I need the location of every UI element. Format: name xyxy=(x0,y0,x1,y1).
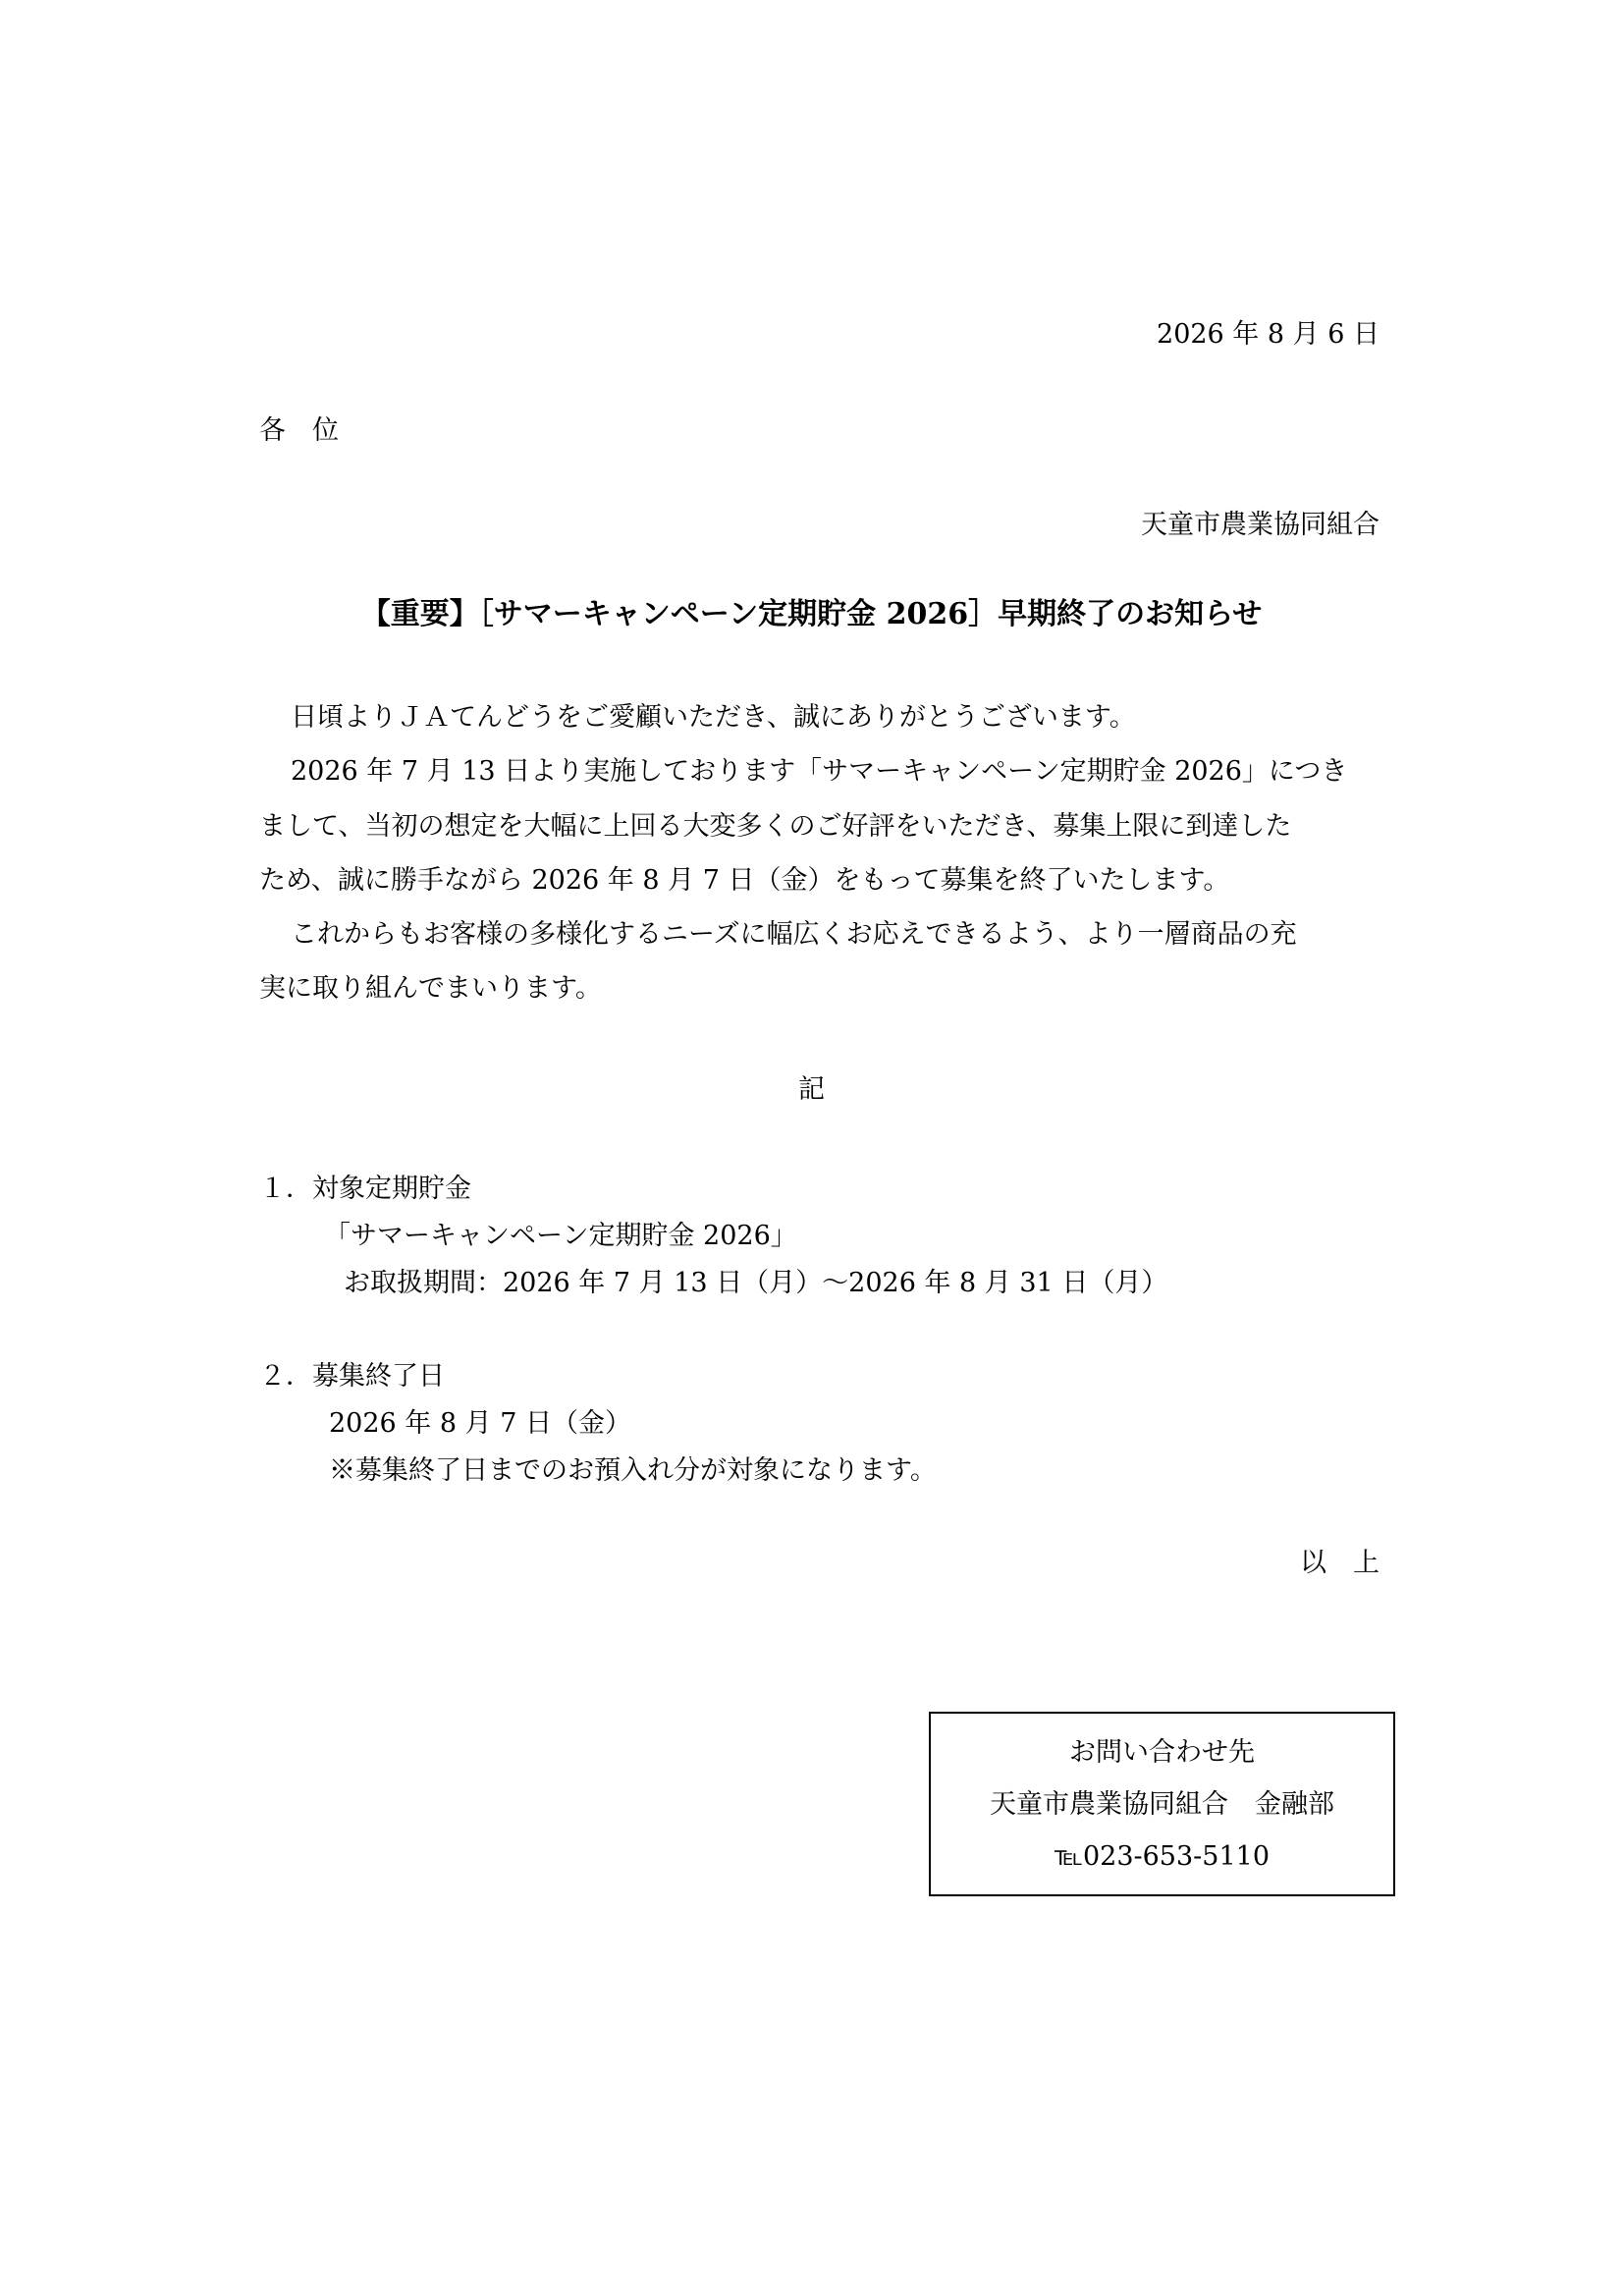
document-title: 【重要】［サマーキャンペーン定期貯金 2026］早期終了のお知らせ xyxy=(360,597,1263,631)
item2-date: 2026 年 8 月 7 日（金） xyxy=(329,1408,631,1439)
item1-name: 「サマーキャンペーン定期貯金 2026」 xyxy=(324,1221,797,1251)
body-line: まして、当初の想定を大幅に上回る大変多くのご好評をいただき、募集上限に到達した xyxy=(259,811,1292,842)
body-line: 日頃よりＪＡてんどうをご愛顧いただき、誠にありがとうございます。 xyxy=(291,702,1136,733)
contact-organization: 天童市農業協同組合 金融部 xyxy=(990,1789,1334,1820)
item2-note: ※募集終了日までのお預入れ分が対象になります。 xyxy=(329,1455,937,1486)
contact-heading: お問い合わせ先 xyxy=(1069,1737,1255,1768)
item1-period: お取扱期間：2026 年 7 月 13 日（月）〜2026 年 8 月 31 日（月） xyxy=(344,1268,1168,1298)
item1-heading: １．対象定期貯金 xyxy=(259,1174,471,1204)
body-line: 2026 年 7 月 13 日より実施しております「サマーキャンペーン定期貯金 2026」につき xyxy=(291,756,1348,787)
closing-mark: 以 上 xyxy=(1300,1548,1380,1578)
document-date: 2026 年 8 月 6 日 xyxy=(1157,319,1380,350)
body-line: ため、誠に勝手ながら 2026 年 8 月 7 日（金）をもって募集を終了いたします。 xyxy=(259,865,1230,896)
contact-phone: ℡023-653-5110 xyxy=(1054,1841,1271,1872)
item2-heading: ２．募集終了日 xyxy=(259,1361,445,1392)
body-line: 実に取り組んでまいります。 xyxy=(259,973,602,1004)
sender-organization: 天童市農業協同組合 xyxy=(1141,510,1380,540)
addressee: 各 位 xyxy=(259,415,339,446)
body-line: これからもお客様の多様化するニーズに幅広くお応えできるよう、より一層商品の充 xyxy=(291,919,1297,950)
contact-box xyxy=(929,1712,1395,1896)
ki-heading: 記 xyxy=(798,1074,825,1105)
